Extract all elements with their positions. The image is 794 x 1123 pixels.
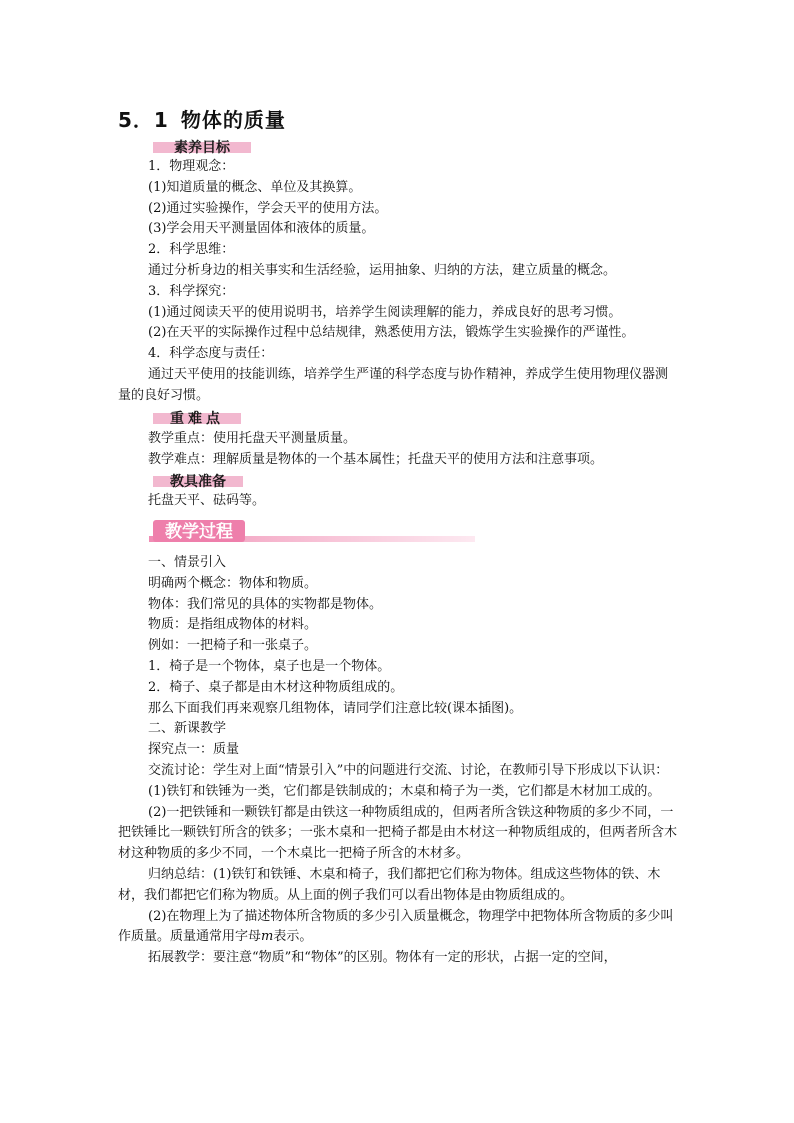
discussion-item-2: (2)一把铁锤和一颗铁钉都是由铁这一种物质组成的，但两者所含铁这种物质的多少不同，一把铁锤比一颗铁钉所含的铁多；一张木桌和一把椅子都是由木材这一种物质组成的，但两者所含木材这种物质的多少不同，一个木桌比一把椅子所含的木材多。	[118, 804, 678, 862]
page-title	[118, 104, 286, 133]
extension-paragraph: 拓展教学：要注意“物质”和“物体”的区别。物体有一定的形状，占据一定的空间，	[148, 950, 617, 966]
summary-paragraph: 归纳总结：(1)铁钉和铁锤、木桌和椅子，我们都把它们称为物体。组成这些物体的铁、木材，我们都把它们称为物质。从上面的例子我们可以看出物体是由物质组成的。	[118, 866, 661, 903]
key-points-section	[118, 429, 678, 471]
process-badge	[147, 518, 477, 546]
goal-item: (3)学会用天平测量固体和液体的质量。	[148, 221, 375, 237]
goal-item: (2)通过实验操作，学会天平的使用方法。	[148, 200, 388, 216]
process-line: 2．椅子、桌子都是由木材这种物质组成的。	[148, 679, 404, 695]
goal-heading-4: 4．科学态度与责任：	[148, 346, 274, 362]
summary-2-text: (2)在物理上为了描述物体所含物质的多少引入质量概念，物理学中把物体所含物质的多少叫作质量。质量通常用字母	[118, 908, 674, 945]
process-line: 1．椅子是一个物体，桌子也是一个物体。	[148, 658, 391, 674]
tools-badge-label: 教具准备	[170, 474, 226, 490]
process-heading-2: 二、新课教学	[148, 721, 227, 737]
teaching-difficulty: 教学难点：理解质量是物体的一个基本属性；托盘天平的使用方法和注意事项。	[148, 451, 604, 467]
process-line: 明确两个概念：物体和物质。	[148, 575, 318, 591]
process-line: 物体：我们常见的具体的实物都是物体。	[148, 596, 383, 612]
process-badge-label: 教学过程	[165, 522, 233, 542]
goal-text: 通过分析身边的相关事实和生活经验，运用抽象、归纳的方法，建立质量的概念。	[148, 262, 617, 278]
tools-text: 托盘天平、砝码等。	[148, 493, 266, 508]
summary-paragraph-2	[118, 907, 678, 949]
goal-text: 通过天平使用的技能训练，培养学生严谨的科学态度与协作精神，养成学生使用物理仪器测量的良好习惯。	[118, 366, 669, 403]
discussion-paragraph: 交流讨论：学生对上面“情景引入”中的问题进行交流、讨论，在教师引导下形成以下认识：	[148, 762, 669, 778]
goals-badge-label: 素养目标	[174, 140, 230, 156]
section-number: 5．1	[118, 108, 169, 132]
inquiry-point: 探究点一：质量	[148, 742, 240, 758]
process-line: 例如：一把椅子和一张桌子。	[148, 638, 318, 654]
goal-heading-1: 1．物理观念：	[148, 159, 235, 174]
section-title: 物体的质量	[180, 108, 286, 132]
discussion-item-1: (1)铁钉和铁锤为一类，它们都是铁制成的；木桌和椅子为一类，它们都是木材加工成的。	[148, 783, 661, 799]
goals-section	[118, 157, 678, 407]
goal-heading-3: 3．科学探究：	[148, 283, 235, 299]
goal-item: (1)知道质量的概念、单位及其换算。	[148, 179, 362, 195]
summary-2-end: 表示。	[273, 929, 313, 945]
goal-item: (1)通过阅读天平的使用说明书，培养学生阅读理解的能力，养成良好的思考习惯。	[148, 304, 622, 320]
tools-badge	[147, 471, 257, 491]
process-section	[118, 553, 678, 969]
process-line: 那么下面我们再来观察几组物体，请同学们注意比较(课本插图)。	[148, 700, 523, 716]
key-points-badge-label: 重难点	[170, 411, 224, 427]
goal-item: (2)在天平的实际操作过程中总结规律，熟悉使用方法，锻炼学生实验操作的严谨性。	[148, 325, 635, 341]
key-points-badge	[147, 408, 257, 428]
goals-badge	[147, 137, 257, 157]
process-line: 物质：是指组成物体的材料。	[148, 617, 318, 633]
process-heading-1: 一、情景引入	[148, 555, 227, 570]
teaching-focus: 教学重点：使用托盘天平测量质量。	[148, 431, 357, 446]
tools-section	[118, 491, 678, 512]
goal-heading-2: 2．科学思维：	[148, 242, 235, 258]
mass-symbol: m	[261, 929, 274, 945]
